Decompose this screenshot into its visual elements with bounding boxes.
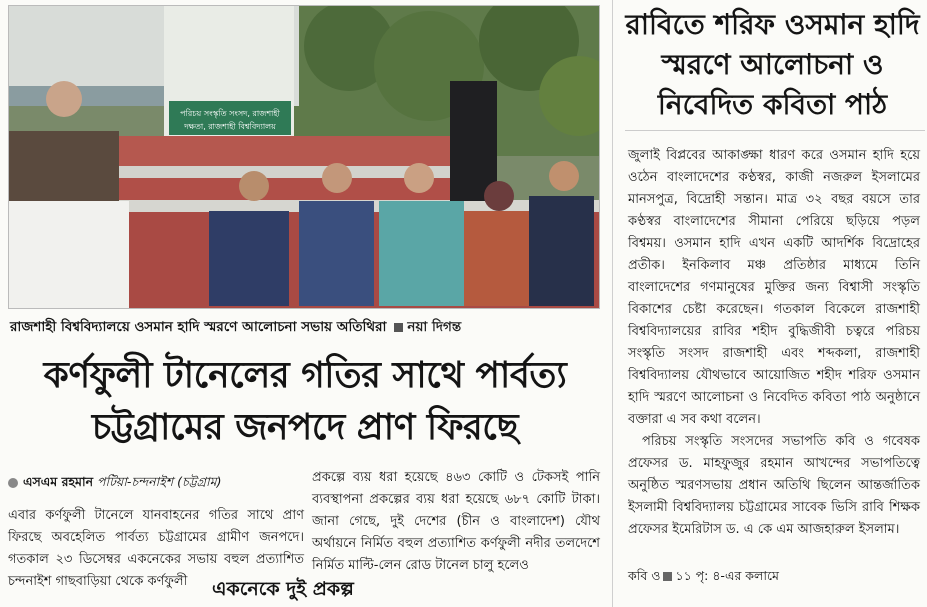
continued-ref[interactable]: ১১ পৃ: ৪-এর কলামে <box>675 568 779 583</box>
news-photo <box>8 5 600 309</box>
photo-caption <box>10 316 598 339</box>
byline-name: এসএম রহমান <box>23 474 94 489</box>
right-headline: রাবিতে শরিফ ওসমান হাদি স্মরণে আলোচনা ও নিবেদিত কবিতা পাঠ <box>625 8 920 121</box>
right-article-body <box>628 145 920 541</box>
square-bullet-icon <box>394 323 403 332</box>
article-column-1: এবার কর্ণফুলী টানেলে যানবাহনের গতির সাথে প্রাণ ফিরছে অবহেলিত পার্বত্য চট্টগ্রামের গ্রামীণ জনপদে। গতকাল ২৩ ডিসেম্বর একনেকের সভায় বহুল প্রত্যাশিত চন্দনাইশ গাছবাড়িয়া থেকে কর্ণফুলী <box>8 508 304 589</box>
caption-source: নয়া দিগন্ত <box>407 319 462 335</box>
subheading: একনেকে দুই প্রকল্প <box>212 578 354 600</box>
right-paragraph-1: জুলাই বিপ্লবের আকাঙ্ক্ষা ধারণ করে ওসমান হাদি হয়ে ওঠেন বাংলাদেশের কণ্ঠস্বর, কাজী নজরুল ইসলামের মানসপুত্র, বিদ্রোহী সন্তান। মাত্র ৩২ বছর বয়সে তার কণ্ঠস্বর বাংলাদেশের সীমানা পেরিয়ে ছড়িয়ে পড়ল বিশ্বময়। ওসমান হাদি এখন একটি আদর্শিক বিদ্রোহের প্রতীক। ইনকিলাব মঞ্চ প্রতিষ্ঠার মাধ্যমে তিনি বাংলাদেশের গণমানুষের মুক্তির জন্য বিশ্বাসী সংস্কৃতি বিকাশের চেষ্টা করেছেন। গতকাল বিকেলে রাজশাহী বিশ্ববিদ্যালয়ের রাবির শহীদ বুদ্ধিজীবী চত্বরে পরিচয় সংস্কৃতি সংসদ রাজশাহী এবং শব্দকলা, রাজশাহী বিশ্ববিদ্যালয় যৌথভাবে আয়োজিত শহীদ শরিফ ওসমান হাদি স্মরণে আলোচনা ও নিবেদিত কবিতা পাঠ অনুষ্ঠানে বক্তারা এ সব কথা বলেন। <box>628 148 920 427</box>
square-bullet-icon <box>663 572 672 581</box>
right-paragraph-2: পরিচয় সংস্কৃতি সংসদের সভাপতি কবি ও গবেষক প্রফেসর ড. মাহফুজুর রহমান আখন্দের সভাপতিত্বে অনুষ্ঠিত স্মরণসভায় প্রধান অতিথি ছিলেন আন্তর্জাতিক ইসলামী বিশ্ববিদ্যালয় চট্টগ্রামের সাবেক ভিসি রাবি শিক্ষক প্রফেসর ইমেরিটাস ড. এ কে এম আজহারুল ইসলাম। <box>628 434 920 537</box>
headline-line-2: চট্টগ্রামের জনপদে প্রাণ ফিরছে <box>91 407 519 448</box>
byline-place: পটিয়া-চন্দনাইশ (চট্টগ্রাম) <box>97 474 222 489</box>
banner-line-2: দক্ষতা, রাজশাহী বিশ্ববিদ্যালয় <box>184 122 276 131</box>
bullet-icon <box>8 478 18 488</box>
caption-text: রাজশাহী বিশ্ববিদ্যালয়ে ওসমান হাদি স্মরণে আলোচনা সভায় অতিথিরা <box>10 319 387 335</box>
continued-prefix: কবি ও <box>628 568 661 583</box>
byline <box>8 474 308 494</box>
headline-line-1: কর্ণফুলী টানেলের গতির সাথে পার্বত্য <box>43 355 567 396</box>
main-headline <box>10 350 600 454</box>
column-divider <box>612 0 613 607</box>
article-column-2: প্রকল্পে ব্যয় ধরা হয়েছে ৪৬৩ কোটি ও টেকসই পানি ব্যবস্থাপনা প্রকল্পের ব্যয় ধরা হয়েছে ৬৮৭ কোটি টাকা। জানা গেছে, দুই দেশের (চীন ও বাংলাদেশ) যৌথ অর্থায়নে নির্মিত বহুল প্রত্যাশিত কর্ণফুলী নদীর তলদেশে নির্মিত মাল্টি-লেন রোড টানেল চালু হলেও <box>312 470 600 573</box>
headline-rule <box>625 130 925 131</box>
continued-note <box>628 568 920 588</box>
banner-line-1: পরিচয় সংস্কৃতি সংসদ, রাজশাহী <box>180 109 280 118</box>
